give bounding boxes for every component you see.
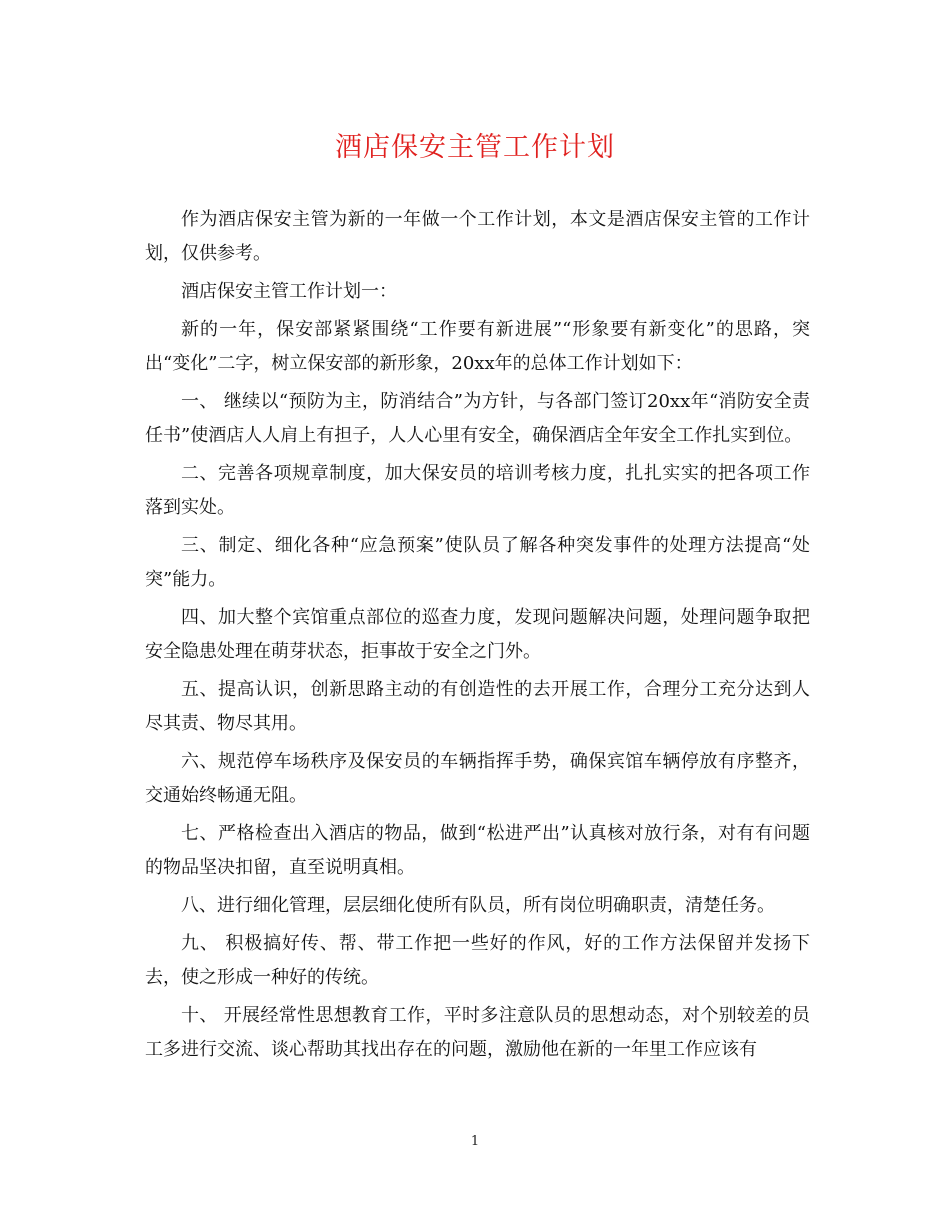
paragraph-item-3: 三、制定、细化各种“应急预案”使队员了解各种突发事件的处理方法提高“处突”能力。	[145, 535, 810, 590]
paragraph-item-1: 一、 继续以“预防为主，防消结合”为方针，与各部门签订20xx年“消防安全责任书”使酒店人人肩上有担子，人人心里有安全，确保酒店全年安全工作扎实到位。	[145, 391, 810, 446]
paragraph-item-5: 五、提高认识，创新思路主动的有创造性的去开展工作，合理分工充分达到人尽其责、物尽其用。	[145, 679, 810, 734]
document-title: 酒店保安主管工作计划	[335, 132, 615, 163]
paragraph-item-2: 二、完善各项规章制度，加大保安员的培训考核力度，扎扎实实的把各项工作落到实处。	[145, 463, 810, 518]
paragraph-plan-heading: 酒店保安主管工作计划一：	[181, 281, 397, 302]
document-body	[145, 203, 810, 1071]
paragraph-item-6: 六、规范停车场秩序及保安员的车辆指挥手势，确保宾馆车辆停放有序整齐，交通始终畅通无阻。	[145, 751, 810, 806]
page-number: 1	[470, 1134, 480, 1149]
paragraph-item-4: 四、加大整个宾馆重点部位的巡查力度，发现问题解决问题，处理问题争取把安全隐患处理在萌芽状态，拒事故于安全之门外。	[145, 607, 810, 662]
paragraph-item-7: 七、严格检查出入酒店的物品，做到“松进严出”认真核对放行条，对有有问题的物品坚决扣留，直至说明真相。	[145, 823, 810, 878]
paragraph-item-10: 十、 开展经常性思想教育工作，平时多注意队员的思想动态，对个别较差的员工多进行交流、谈心帮助其找出存在的问题，激励他在新的一年里工作应该有	[145, 1005, 810, 1060]
paragraph-item-9: 九、 积极搞好传、帮、带工作把一些好的作风，好的工作方法保留并发扬下去，使之形成一种好的传统。	[145, 933, 810, 988]
paragraph-item-8: 八、进行细化管理，层层细化使所有队员，所有岗位明确职责，清楚任务。	[181, 895, 775, 916]
paragraph-intro: 作为酒店保安主管为新的一年做一个工作计划，本文是酒店保安主管的工作计划，仅供参考。	[145, 209, 810, 264]
paragraph-overview: 新的一年，保安部紧紧围绕“工作要有新进展”“形象要有新变化”的思路，突出“变化”二字，树立保安部的新形象，20xx年的总体工作计划如下：	[145, 319, 810, 374]
